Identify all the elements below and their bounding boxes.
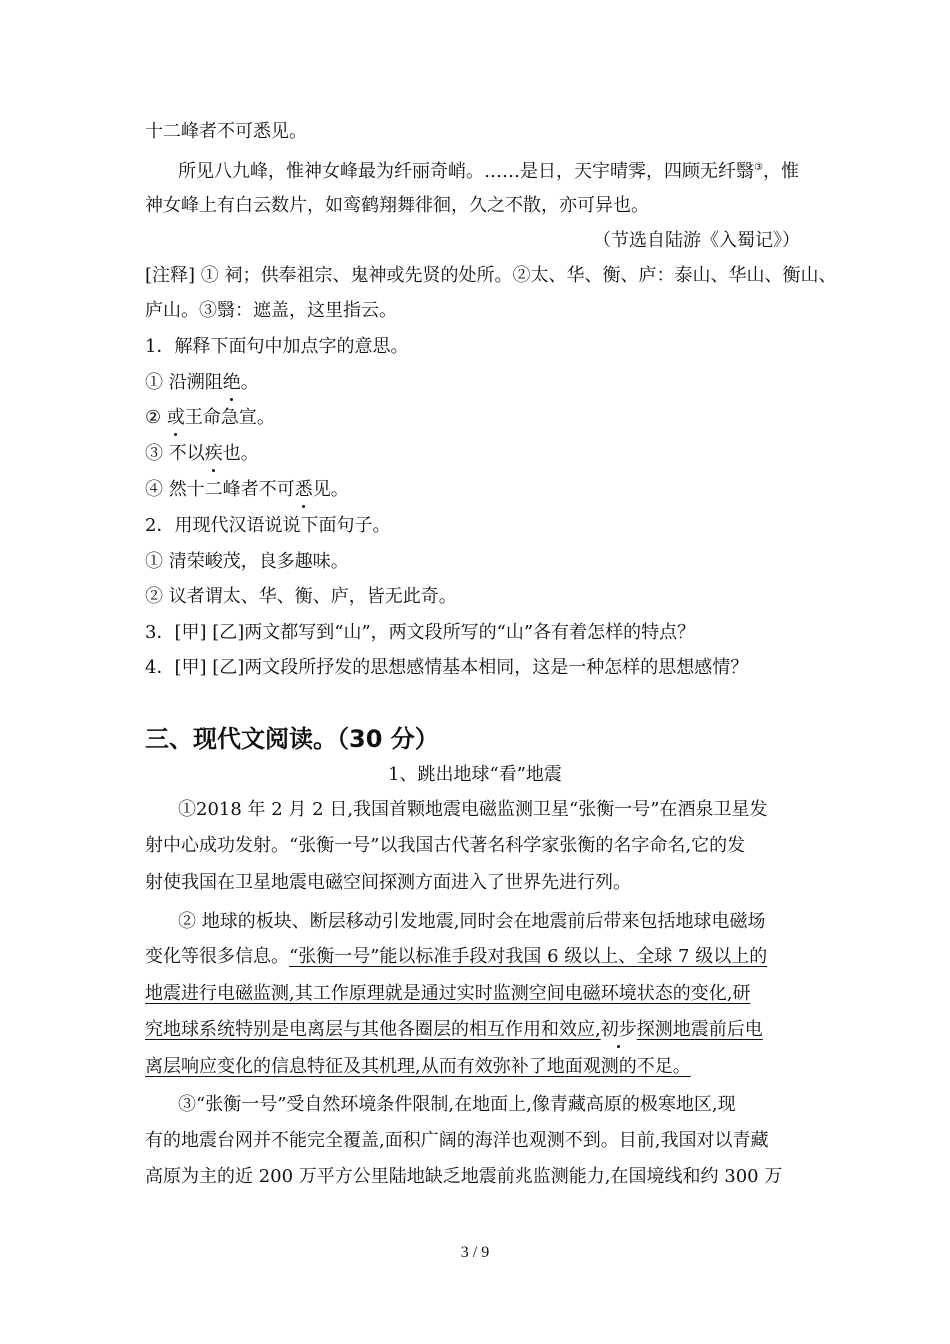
underlined-text: 离层响应变化的信息特征及其机理,从而有效弥补了地面观测的不足。 xyxy=(145,1056,691,1077)
question-3: 3．[甲] [乙]两文都写到“山”，两文段所写的“山”各有着怎样的特点？ xyxy=(145,622,696,643)
paragraph-line: 有的地震台网并不能完全覆盖,面积广阔的海洋也观测不到。目前,我国对以青藏 xyxy=(145,1130,769,1151)
question-1-item: ① 沿溯阻绝。 xyxy=(145,372,259,393)
question-1-item: ② 或王命急宣。 xyxy=(145,407,275,428)
footnote-marker: ③ xyxy=(754,162,763,173)
paragraph-line: 高原为主的近 200 万平方公里陆地缺乏地震前兆监测能力,在国境线和约 300 万 xyxy=(145,1166,783,1187)
paragraph-line: 射中心成功发射。“张衡一号”以我国古代著名科学家张衡的名字命名,它的发 xyxy=(145,835,746,856)
section-heading: 三、现代文阅读。（30 分） xyxy=(145,725,439,753)
text-line: 神女峰上有白云数片，如鸾鹤翔舞徘徊，久之不散，亦可异也。 xyxy=(145,195,649,216)
source-citation: （节选自陆游《入蜀记》） xyxy=(593,230,800,251)
annotation-line: [注释] ① 祠；供奉祖宗、鬼神或先贤的处所。②太、华、衡、庐：泰山、华山、衡山、 xyxy=(145,265,837,286)
text-line: 所见八九峰，惟神女峰最为纤丽奇峭。……是日，天宇晴霁，四顾无纤翳③，惟 xyxy=(178,161,799,182)
page-number: 3 / 9 xyxy=(460,1244,490,1261)
dotted-char: 疾 xyxy=(204,443,223,464)
dotted-char: 或 xyxy=(166,407,185,428)
article-title: 1、跳出地球“看”地震 xyxy=(388,764,562,785)
text-line: 十二峰者不可悉见。 xyxy=(145,121,307,142)
question-1-item: ④ 然十二峰者不可悉见。 xyxy=(145,479,349,500)
paragraph-line: 变化等很多信息。“张衡一号”能以标准手段对我国 6 级以上、全球 7 级以上的 xyxy=(145,946,768,967)
dotted-char: 绝 xyxy=(222,372,241,393)
question-2-item: ① 清荣峻茂，良多趣味。 xyxy=(145,551,349,572)
paragraph-line: 射使我国在卫星地震电磁空间探测方面进入了世界先进行列。 xyxy=(145,872,631,893)
paragraph-line: ③“张衡一号”受自然环境条件限制,在地面上,像青藏高原的极寒地区,现 xyxy=(178,1094,736,1115)
question-2-title: 2．用现代汉语说说下面句子。 xyxy=(145,515,391,536)
question-1-title: 1．解释下面句中加点字的意思。 xyxy=(145,336,409,357)
dotted-char: 悉 xyxy=(294,479,313,500)
dotted-char: 初步 xyxy=(600,1019,637,1040)
underlined-text: 地震进行电磁监测,其工作原理就是通过实时监测空间电磁环境状态的变化,研 xyxy=(145,983,751,1004)
question-4: 4．[甲] [乙]两文段所抒发的思想感情基本相同，这是一种怎样的思想感情？ xyxy=(145,657,749,678)
annotation-line: 庐山。③翳：遮盖，这里指云。 xyxy=(145,300,397,321)
underlined-text: “张衡一号”能以标准手段对我国 6 级以上、全球 7 级以上的 xyxy=(289,946,768,967)
question-2-item: ② 议者谓太、华、衡、庐，皆无此奇。 xyxy=(145,586,457,607)
paragraph-line: ② 地球的板块、断层移动引发地震,同时会在地震前后带来包括地球电磁场 xyxy=(178,911,766,932)
paragraph-line: ①2018 年 2 月 2 日,我国首颗地震电磁监测卫星“张衡一号”在酒泉卫星发 xyxy=(178,799,768,820)
question-1-item: ③ 不以疾也。 xyxy=(145,443,259,464)
underlined-text: 究地球系统特别是电离层与其他各圈层的相互作用和效应,初步探测地震前后电 xyxy=(145,1019,763,1040)
